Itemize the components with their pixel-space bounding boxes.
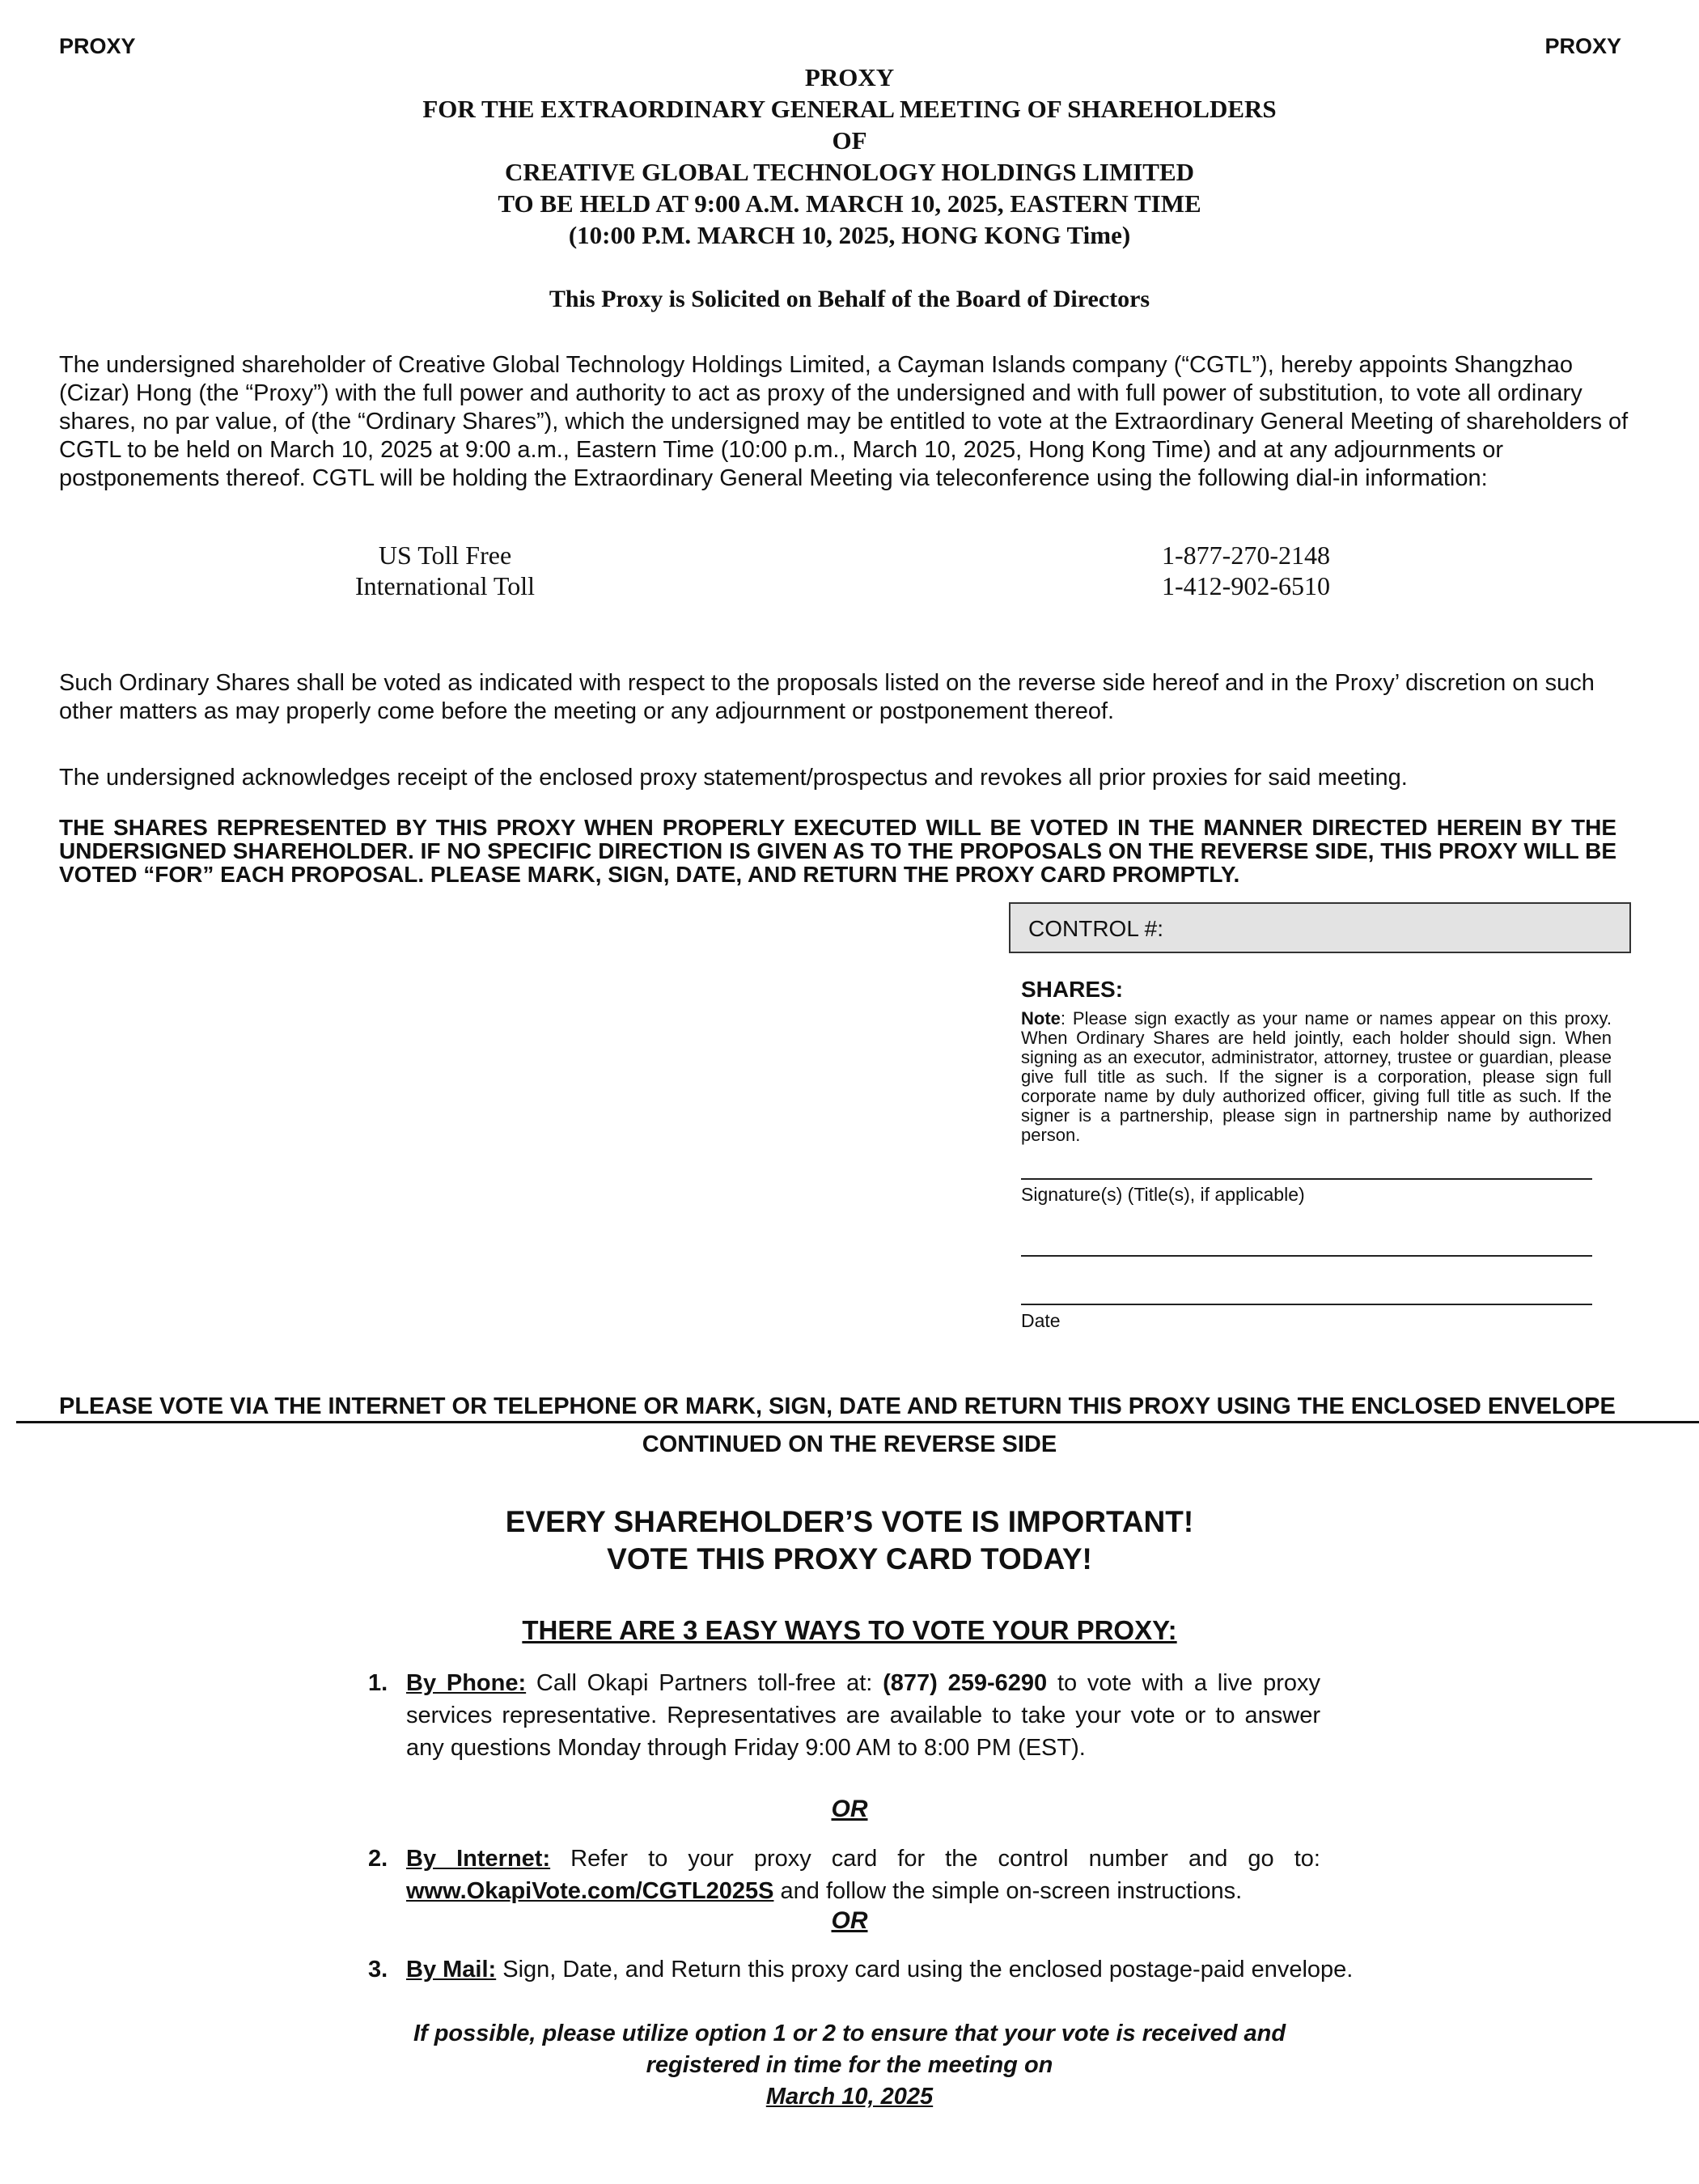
proxy-corner-left: PROXY [59,34,136,58]
shares-label: SHARES: [1021,977,1124,1002]
title-line-time-et: TO BE HELD AT 9:00 A.M. MARCH 10, 2025, EASTERN TIME [498,189,1201,218]
okapi-vote-link[interactable]: www.OkapiVote.com/CGTL2025S [406,1878,774,1904]
continued-reverse-side: CONTINUED ON THE REVERSE SIDE [642,1431,1057,1457]
signature-label: Signature(s) (Title(s), if applicable) [1021,1184,1305,1205]
acknowledgement-paragraph: The undersigned acknowledges receipt of the enclosed proxy statement/prospectus and revokes all prior proxies for said meeting. [59,765,1408,791]
signing-note [1021,1009,1612,1145]
title-line-of: OF [832,126,867,155]
control-number-label: CONTROL #: [1028,916,1163,941]
option-text: Call Okapi Partners toll-free at: [526,1670,883,1696]
headline-vote-important: EVERY SHAREHOLDER’S VOTE IS IMPORTANT! [505,1505,1194,1538]
date-line [1021,1304,1592,1305]
headline-vote-today: VOTE THIS PROXY CARD TODAY! [607,1542,1092,1575]
dial-in-label-us: US Toll Free [378,541,512,570]
perforation-divider [16,1421,1699,1423]
option-text-rest: and follow the simple on-screen instructions. [773,1878,1243,1904]
control-number-box [1009,902,1631,953]
option-number: 2. [368,1846,388,1872]
option-number: 1. [368,1670,388,1696]
vote-option-mail [368,1953,1354,1990]
directions-paragraph: THE SHARES REPRESENTED BY THIS PROXY WHEN PROPERLY EXECUTED WILL BE VOTED IN THE MANNER DIRECTED HEREIN BY THE UNDERSIGNED SHAREHOLDER. IF NO SPECIFIC DIRECTION IS GIVEN AS TO THE PROPOSALS ON THE REVERSE SIDE, THIS PROXY WILL BE VOTED “FOR” EACH PROPOSAL. PLEASE MARK, SIGN, DATE, AND RETURN THE PROXY CARD PROMPTLY. [59,815,1616,887]
dial-in-number-intl: 1-412-902-6510 [1162,571,1330,600]
vote-option-phone [368,1667,1323,1772]
intro-paragraph: The undersigned shareholder of Creative Global Technology Holdings Limited, a Cayman Islands company (“CGTL”), hereby appoints Shangzhao (Cizar) Hong (the “Proxy”) with the full power and authority to act as proxy of the undersigned and with full power of substitution, to vote all ordinary shares, no par value, of (the “Ordinary Shares”), which the undersigned may be entitled to vote at the Extraordinary General Meeting of shareholders of CGTL to be held on March 10, 2025 at 9:00 a.m., Eastern Time (10:00 p.m., March 10, 2025, Hong Kong Time) and at any adjournments or postponements thereof. CGTL will be holding the Extraordinary General Meeting via teleconference using the following dial-in information: [59,352,1629,491]
meeting-date: March 10, 2025 [765,2084,934,2110]
date-label: Date [1021,1310,1061,1331]
closing-note-line-1: If possible, please utilize option 1 or 2 to ensure that your vote is received and [413,2021,1286,2046]
dial-in-label-intl: International Toll [355,571,535,600]
signature-line-2 [1021,1255,1592,1257]
document-title [0,61,1699,251]
title-line-time-hk: (10:00 P.M. MARCH 10, 2025, HONG KONG Time) [568,221,1131,249]
signature-line [1021,1178,1592,1180]
option-text: Sign, Date, and Return this proxy card using the enclosed postage-paid envelope. [496,1957,1354,1983]
option-number: 3. [368,1957,388,1983]
option-label-internet: By Internet: [406,1846,551,1872]
or-separator-1: OR [831,1796,868,1822]
title-line-company: CREATIVE GLOBAL TECHNOLOGY HOLDINGS LIMITED [504,158,1195,186]
option-label-phone: By Phone: [406,1670,527,1696]
ways-heading: THERE ARE 3 EASY WAYS TO VOTE YOUR PROXY: [522,1615,1177,1645]
vote-option-internet [368,1843,1323,1915]
okapi-phone-number: (877) 259-6290 [883,1670,1048,1696]
option-text-rest: to vote with a live proxy services representative. Representatives are available to take your vote or to answer any questions Monday through Friday 9:00 AM to 8:00 PM (EST). [406,1670,1320,1761]
title-line-meeting: FOR THE EXTRAORDINARY GENERAL MEETING OF SHAREHOLDERS [422,95,1277,123]
voting-paragraph: Such Ordinary Shares shall be voted as indicated with respect to the proposals listed on the reverse side hereof and in the Proxy’ discretion on such other matters as may properly come before the meeting or any adjournment or postponement thereof. [59,670,1595,724]
dial-in-number-us: 1-877-270-2148 [1162,541,1330,570]
or-separator-2: OR [831,1907,868,1934]
title-line-proxy: PROXY [804,63,895,91]
note-text: : Please sign exactly as your name or names appear on this proxy. When Ordinary Shares are held jointly, each holder should sign. When signing as an executor, administrator, attorney, trustee or guardian, please give full title as such. If the signer is a corporation, please sign full corporate name by duly authorized officer, giving full title as such. If the signer is a partnership, please sign in partnership name by authorized person. [1021,1008,1612,1145]
option-label-mail: By Mail: [406,1957,497,1983]
solicitation-subtitle: This Proxy is Solicited on Behalf of the Board of Directors [549,286,1150,312]
note-label: Note [1021,1008,1061,1028]
option-text: Refer to your proxy card for the control number and go to: [550,1846,1320,1872]
vote-instruction: PLEASE VOTE VIA THE INTERNET OR TELEPHONE OR MARK, SIGN, DATE AND RETURN THIS PROXY USING THE ENCLOSED ENVELOPE [59,1393,1616,1419]
closing-note-line-2: registered in time for the meeting on [646,2052,1053,2078]
proxy-corner-right: PROXY [1544,34,1621,58]
